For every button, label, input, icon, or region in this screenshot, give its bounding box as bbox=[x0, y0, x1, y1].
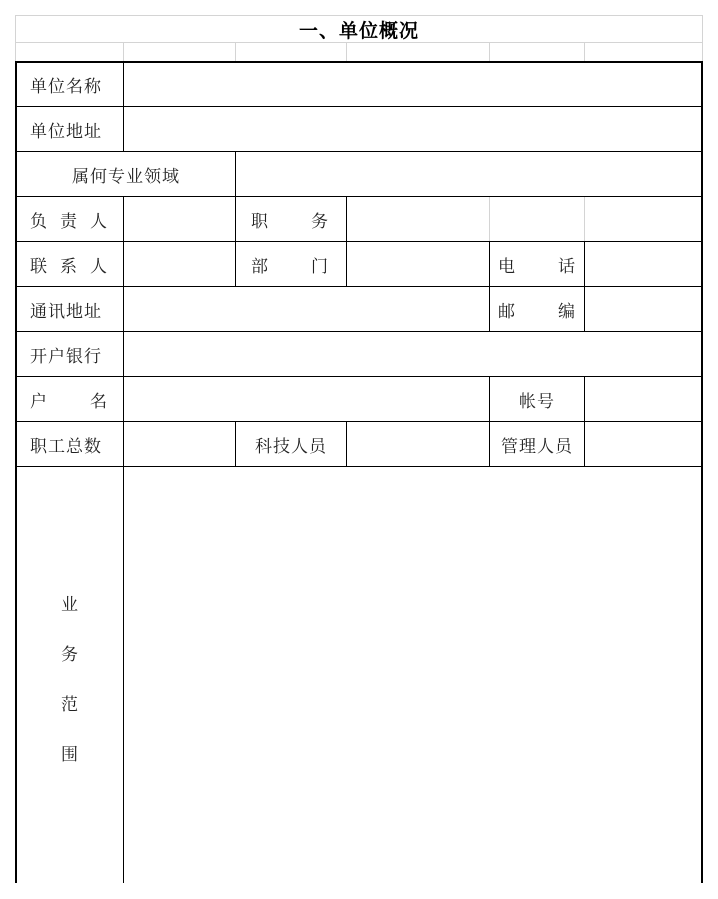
label-char: 责 bbox=[60, 211, 78, 232]
label-total-staff: 职工总数 bbox=[30, 436, 102, 457]
department-field[interactable] bbox=[347, 242, 489, 286]
mail-address-field[interactable] bbox=[124, 287, 489, 331]
label-char: 邮 bbox=[498, 301, 516, 322]
total-staff-field[interactable] bbox=[124, 422, 235, 466]
label-account-no: 帐号 bbox=[519, 391, 555, 412]
label-char: 户 bbox=[30, 391, 48, 412]
label-char: 联 bbox=[30, 256, 48, 277]
label-char: 话 bbox=[558, 256, 576, 277]
label-unit-address: 单位地址 bbox=[30, 121, 102, 142]
table-border bbox=[701, 61, 703, 883]
grid-line bbox=[702, 15, 703, 61]
label-contact bbox=[30, 242, 108, 286]
business-scope-field[interactable] bbox=[124, 467, 701, 883]
tech-staff-field[interactable] bbox=[347, 422, 489, 466]
contact-field[interactable] bbox=[124, 242, 235, 286]
label-char: 电 bbox=[498, 256, 516, 277]
label-char: 人 bbox=[90, 256, 108, 277]
label-char: 人 bbox=[90, 211, 108, 232]
label-account-name bbox=[30, 377, 108, 421]
label-char: 务 bbox=[311, 211, 329, 232]
label-field: 属何专业领域 bbox=[72, 166, 180, 187]
label-char: 系 bbox=[60, 256, 78, 277]
grid-line bbox=[584, 42, 585, 61]
postcode-field[interactable] bbox=[585, 287, 701, 331]
label-char: 业 bbox=[61, 595, 78, 615]
unit-address-field[interactable] bbox=[124, 107, 701, 151]
label-business-scope bbox=[16, 580, 123, 780]
field-field[interactable] bbox=[236, 152, 701, 196]
grid-line bbox=[123, 42, 124, 61]
label-tech-staff: 科技人员 bbox=[255, 436, 327, 457]
grid-line bbox=[489, 42, 490, 61]
label-char: 务 bbox=[61, 645, 78, 665]
bank-field[interactable] bbox=[124, 332, 701, 376]
label-char: 职 bbox=[251, 211, 269, 232]
label-char: 负 bbox=[30, 211, 48, 232]
label-position bbox=[251, 197, 329, 241]
phone-field[interactable] bbox=[585, 242, 701, 286]
label-char: 围 bbox=[61, 745, 78, 765]
label-department bbox=[251, 242, 329, 286]
label-phone bbox=[498, 242, 576, 286]
leader-field[interactable] bbox=[124, 197, 235, 241]
mgmt-staff-field[interactable] bbox=[585, 422, 701, 466]
grid-line bbox=[346, 42, 347, 61]
label-postcode bbox=[498, 287, 576, 331]
label-leader bbox=[30, 197, 108, 241]
label-char: 部 bbox=[251, 256, 269, 277]
label-char: 名 bbox=[90, 391, 108, 412]
label-unit-name: 单位名称 bbox=[30, 76, 102, 97]
account-no-field[interactable] bbox=[585, 377, 701, 421]
label-mail-address: 通讯地址 bbox=[30, 301, 102, 322]
label-mgmt-staff: 管理人员 bbox=[501, 436, 573, 457]
label-char: 编 bbox=[558, 301, 576, 322]
page-title: 一、单位概况 bbox=[298, 19, 419, 42]
label-bank: 开户银行 bbox=[30, 346, 102, 367]
account-name-field[interactable] bbox=[124, 377, 489, 421]
unit-name-field[interactable] bbox=[124, 63, 701, 106]
label-char: 范 bbox=[61, 695, 78, 715]
col-line bbox=[489, 241, 490, 331]
label-char: 门 bbox=[311, 256, 329, 277]
grid-line bbox=[235, 42, 236, 61]
position-field[interactable] bbox=[347, 197, 701, 241]
